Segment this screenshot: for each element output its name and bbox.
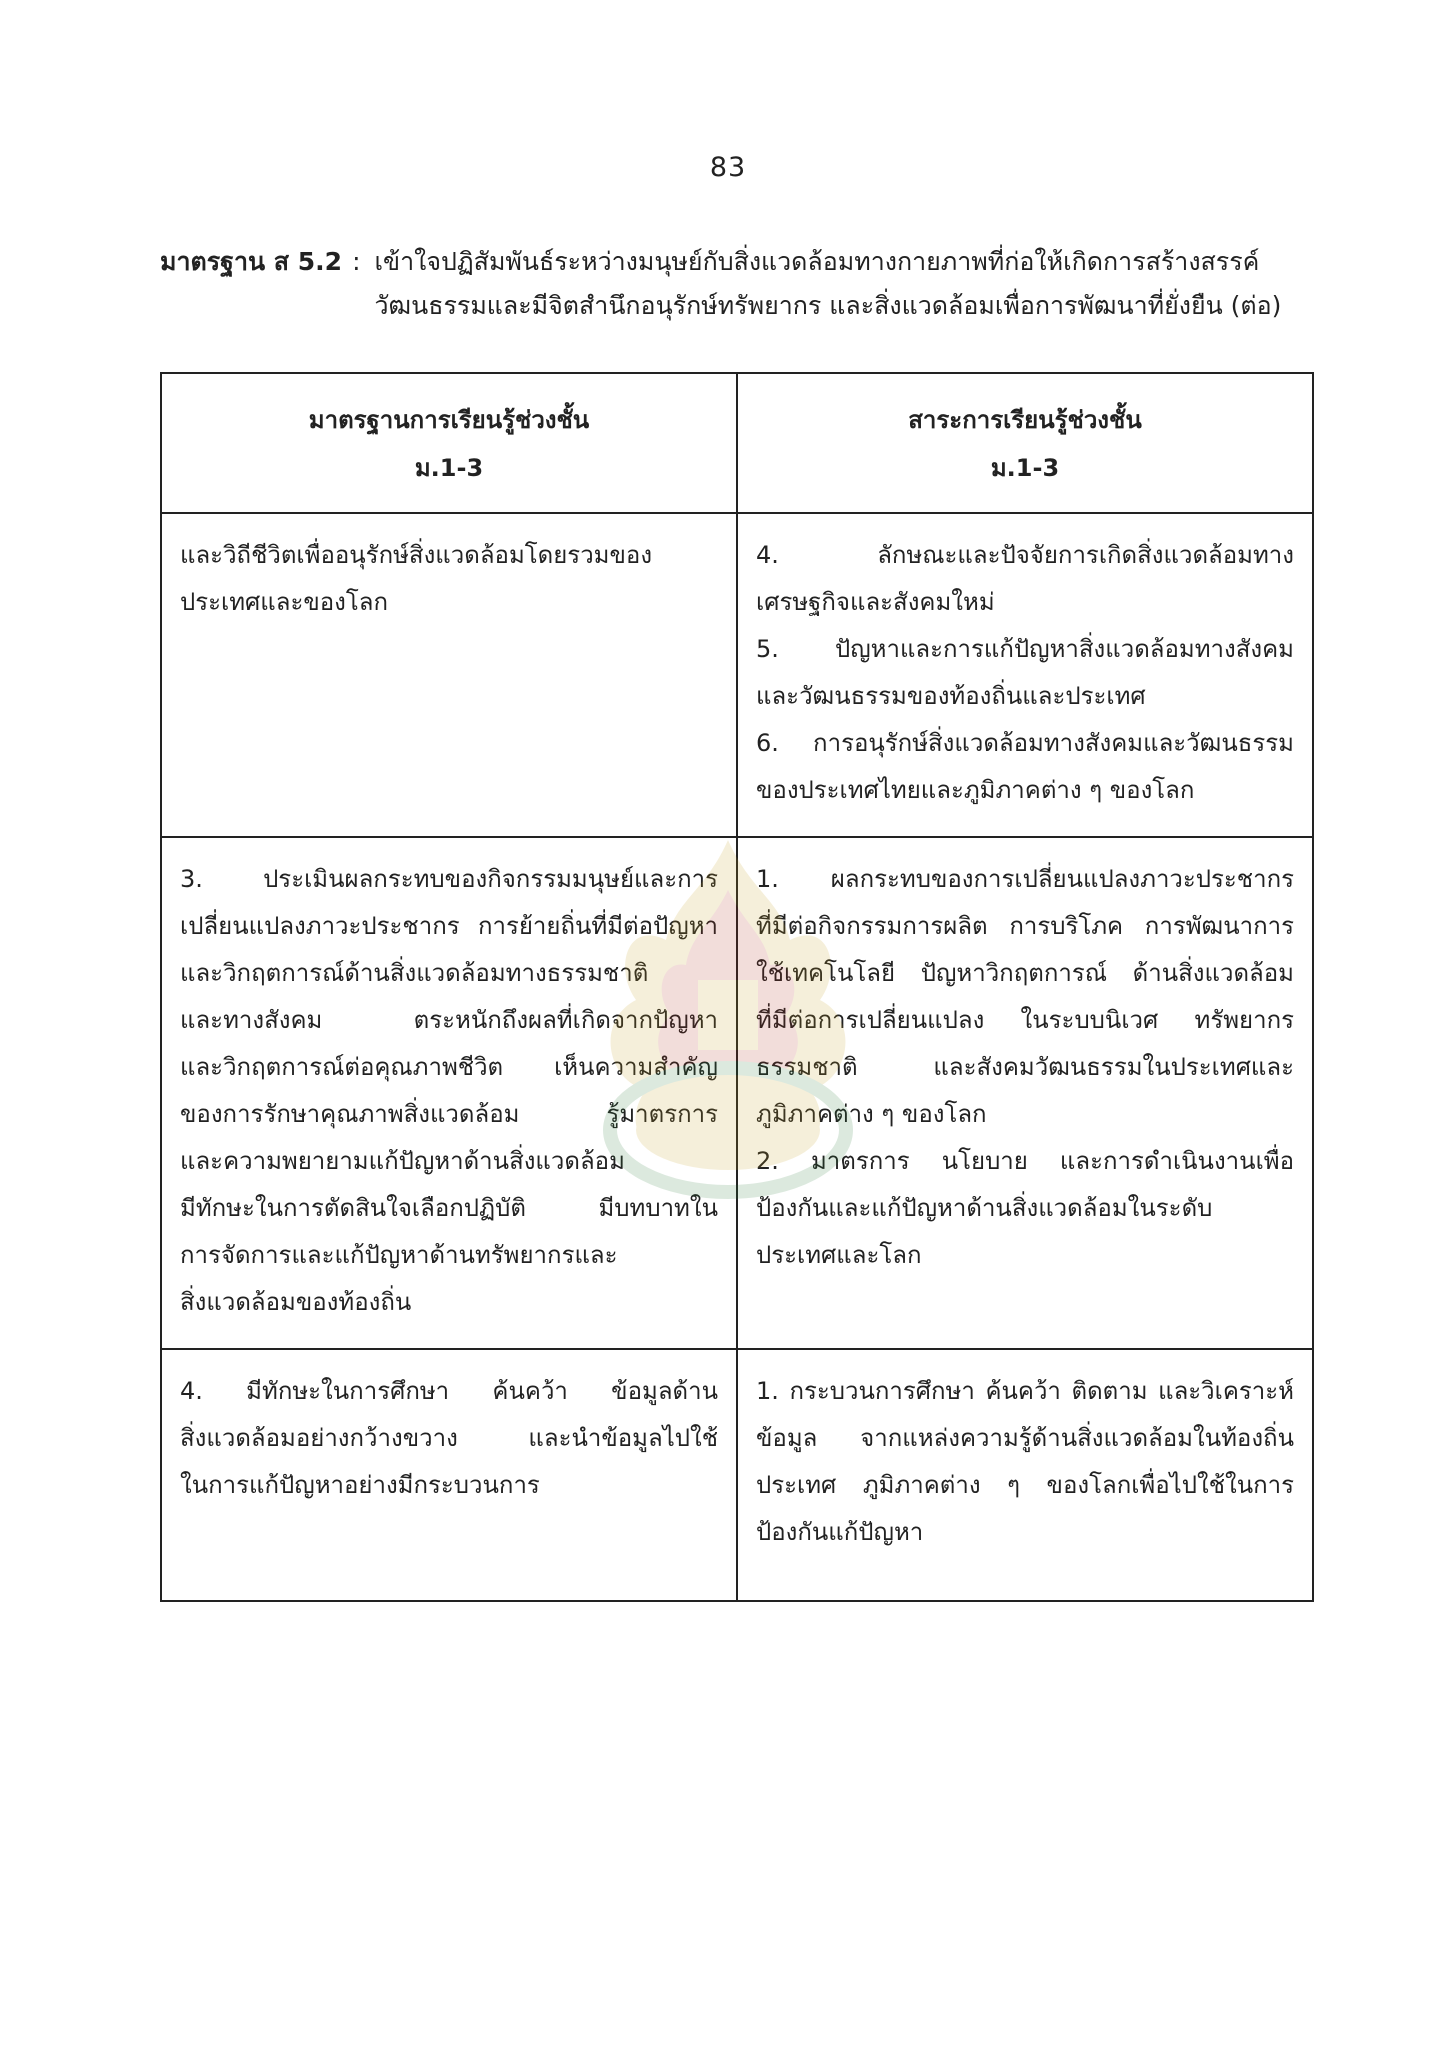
cell-line: ของการรักษาคุณภาพสิ่งแวดล้อม รู้มาตรการ <box>180 1100 718 1128</box>
standard-label: มาตรฐาน ส 5.2 <box>160 247 343 276</box>
cell-line: 2. มาตรการ นโยบาย และการดำเนินงานเพื่อ <box>756 1147 1294 1175</box>
cell-line: ข้อมูล จากแหล่งความรู้ด้านสิ่งแวดล้อมในท้องถิ่น <box>756 1424 1294 1452</box>
content-cell <box>737 837 1313 1349</box>
standard-description <box>375 240 1321 328</box>
cell-line: สิ่งแวดล้อมของท้องถิ่น <box>180 1288 412 1316</box>
cell-line: 4. ลักษณะและปัจจัยการเกิดสิ่งแวดล้อมทาง <box>756 541 1294 569</box>
cell-line: 3. ประเมินผลกระทบของกิจกรรมมนุษย์และการ <box>180 865 718 893</box>
standard-heading <box>160 240 1320 328</box>
cell-line: และวิกฤตการณ์ต่อคุณภาพชีวิต เห็นความสำคัญ <box>180 1053 718 1081</box>
table-row <box>161 1349 1313 1601</box>
cell-line: เปลี่ยนแปลงภาวะประชากร การย้ายถิ่นที่มีต่อปัญหา <box>180 912 718 940</box>
cell-line: ป้องกันแก้ปัญหา <box>756 1518 924 1546</box>
standard-description-line: วัฒนธรรมและมีจิตสำนึกอนุรักษ์ทรัพยากร และสิ่งแวดล้อมเพื่อการพัฒนาที่ยั่งยืน (ต่อ) <box>374 291 1282 320</box>
cell-line: เศรษฐกิจและสังคมใหม่ <box>756 588 995 616</box>
standard-cell <box>161 837 737 1349</box>
standard-description-line: เข้าใจปฏิสัมพันธ์ระหว่างมนุษย์กับสิ่งแวดล้อมทางกายภาพที่ก่อให้เกิดการสร้างสรรค์ <box>374 247 1260 276</box>
cell-line: 6. การอนุรักษ์สิ่งแวดล้อมทางสังคมและวัฒนธรรม <box>756 729 1294 757</box>
header-title: มาตรฐานการเรียนรู้ช่วงชั้น <box>308 406 590 434</box>
cell-line: ที่มีต่อกิจกรรมการผลิต การบริโภค การพัฒนาการ <box>756 912 1294 940</box>
header-learning-standard <box>161 373 737 513</box>
cell-line: ประเทศและโลก <box>756 1241 922 1269</box>
cell-line: และวิถีชีวิตเพื่ออนุรักษ์สิ่งแวดล้อมโดยรวมของ <box>180 541 653 569</box>
cell-line: ในการแก้ปัญหาอย่างมีกระบวนการ <box>180 1471 540 1499</box>
curriculum-table <box>160 372 1314 1602</box>
standard-separator: : <box>352 247 361 276</box>
cell-line: ประเทศและของโลก <box>180 588 389 616</box>
cell-line: ภูมิภาคต่าง ๆ ของโลก <box>756 1100 987 1128</box>
cell-line: มีทักษะในการตัดสินใจเลือกปฏิบัติ มีบทบาทใน <box>180 1194 718 1222</box>
table-row <box>161 513 1313 837</box>
table-header-row <box>161 373 1313 513</box>
cell-line: 4. มีทักษะในการศึกษา ค้นคว้า ข้อมูลด้าน <box>180 1377 718 1405</box>
cell-line: ป้องกันและแก้ปัญหาด้านสิ่งแวดล้อมในระดับ <box>756 1194 1213 1222</box>
cell-line: ธรรมชาติ และสังคมวัฒนธรรมในประเทศและ <box>756 1053 1294 1081</box>
cell-line: ใช้เทคโนโลยี ปัญหาวิกฤตการณ์ ด้านสิ่งแวดล้อม <box>756 959 1294 987</box>
content-cell <box>737 1349 1313 1601</box>
cell-line: ที่มีต่อการเปลี่ยนแปลง ในระบบนิเวศ ทรัพยากร <box>756 1006 1294 1034</box>
cell-line: และวัฒนธรรมของท้องถิ่นและประเทศ <box>756 682 1146 710</box>
cell-line: 1. กระบวนการศึกษา ค้นคว้า ติดตาม และวิเคราะห์ <box>756 1377 1294 1405</box>
page-number: 83 <box>709 152 747 183</box>
cell-line: และความพยายามแก้ปัญหาด้านสิ่งแวดล้อม <box>180 1147 625 1175</box>
cell-line: ของประเทศไทยและภูมิภาคต่าง ๆ ของโลก <box>756 776 1195 804</box>
standard-cell <box>161 1349 737 1601</box>
cell-line: ประเทศ ภูมิภาคต่าง ๆ ของโลกเพื่อไปใช้ในการ <box>756 1471 1294 1499</box>
header-learning-content <box>737 373 1313 513</box>
cell-line: และวิกฤตการณ์ด้านสิ่งแวดล้อมทางธรรมชาติ <box>180 959 649 987</box>
header-title: สาระการเรียนรู้ช่วงชั้น <box>908 406 1142 434</box>
header-grade-range: ม.1-3 <box>990 454 1060 482</box>
table-row <box>161 837 1313 1349</box>
cell-line: การจัดการและแก้ปัญหาด้านทรัพยากรและ <box>180 1241 618 1269</box>
cell-line: สิ่งแวดล้อมอย่างกว้างขวาง และนำข้อมูลไปใช้ <box>180 1424 718 1452</box>
content-cell <box>737 513 1313 837</box>
standard-cell <box>161 513 737 837</box>
header-grade-range: ม.1-3 <box>414 454 484 482</box>
cell-line: 1. ผลกระทบของการเปลี่ยนแปลงภาวะประชากร <box>756 865 1294 893</box>
cell-line: และทางสังคม ตระหนักถึงผลที่เกิดจากปัญหา <box>180 1006 718 1034</box>
cell-line: 5. ปัญหาและการแก้ปัญหาสิ่งแวดล้อมทางสังคม <box>756 635 1294 663</box>
